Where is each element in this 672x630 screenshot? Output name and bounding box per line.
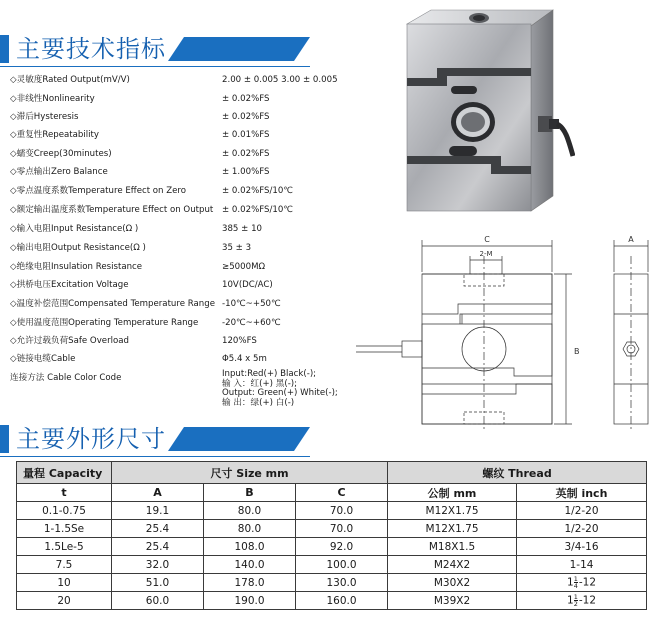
header-tab-decoration <box>168 427 310 451</box>
cell-a: 19.1 <box>112 502 204 520</box>
cell-inch <box>517 592 647 610</box>
spec-value: ± 0.01%FS <box>222 130 270 140</box>
spec-label: ◇链接电缆Cable <box>10 354 76 364</box>
dimension-table <box>16 461 647 610</box>
cell-c: 160.0 <box>296 592 388 610</box>
cell-inch <box>517 574 647 592</box>
cell-metric: M12X1.75 <box>388 502 517 520</box>
cell-c: 130.0 <box>296 574 388 592</box>
cell-inch: 1-14 <box>517 556 647 574</box>
table-row <box>17 556 647 574</box>
spec-label: ◇输入电阻Input Resistance(Ω ) <box>10 224 139 234</box>
cell-b: 80.0 <box>204 520 296 538</box>
spec-value: Φ5.4 x 5m <box>222 354 267 364</box>
cell-b: 80.0 <box>204 502 296 520</box>
cell-t: 10 <box>17 574 112 592</box>
cell-c: 92.0 <box>296 538 388 556</box>
spec-label: ◇重复性Repeatability <box>10 130 99 140</box>
cell-t: 1.5Le-5 <box>17 538 112 556</box>
dimension-table-body <box>17 502 647 610</box>
dim-a-label: A <box>628 235 634 244</box>
spec-value: 120%FS <box>222 336 257 346</box>
dim-b-label: B <box>574 347 580 356</box>
table-row <box>17 574 647 592</box>
col-inch-header: 英制 inch <box>517 484 647 502</box>
cell-b: 178.0 <box>204 574 296 592</box>
cell-inch: 1/2-20 <box>517 520 647 538</box>
fraction-numerator: 1 <box>573 575 578 583</box>
spec-value: ± 0.02%FS <box>222 94 270 104</box>
inch-whole: 1 <box>567 594 574 607</box>
cell-c: 70.0 <box>296 502 388 520</box>
spec-value: ± 0.02%FS/10℃ <box>222 186 293 196</box>
header-accent-bar <box>0 425 9 453</box>
tech-spec-title: 主要技术指标 <box>16 35 166 63</box>
cell-a: 25.4 <box>112 520 204 538</box>
cell-c: 100.0 <box>296 556 388 574</box>
col-metric-header: 公制 mm <box>388 484 517 502</box>
spec-value: 385 ± 10 <box>222 224 263 234</box>
header-tab-decoration <box>168 37 310 61</box>
cell-t: 0.1-0.75 <box>17 502 112 520</box>
spec-label: ◇输出电阻Output Resistance(Ω ) <box>10 243 146 253</box>
dimension-title: 主要外形尺寸 <box>16 425 166 453</box>
inch-whole: 1 <box>567 576 574 589</box>
col-b-header: B <box>204 484 296 502</box>
cell-metric: M39X2 <box>388 592 517 610</box>
spec-value: ± 0.02%FS <box>222 149 270 159</box>
cell-b: 140.0 <box>204 556 296 574</box>
spec-value: 35 ± 3 <box>222 243 252 253</box>
spec-value: ± 0.02%FS/10℃ <box>222 205 293 215</box>
spec-label: ◇允许过载负荷Safe Overload <box>10 336 129 346</box>
spec-value: -20℃~+60℃ <box>222 318 281 328</box>
dim-m-label: 2-M <box>479 250 493 258</box>
header-underline <box>0 456 310 457</box>
spec-label: ◇额定输出温度系数Temperature Effect on Output <box>10 205 214 215</box>
spec-label: ◇拱桥电压Excitation Voltage <box>10 280 129 290</box>
spec-label: ◇绝缘电阻Insulation Resistance <box>10 262 143 272</box>
cell-a: 25.4 <box>112 538 204 556</box>
spec-label: ◇滞后Hysteresis <box>10 112 79 122</box>
header-accent-bar <box>0 35 9 63</box>
fraction-denominator: 4 <box>573 582 578 590</box>
inch-rest: -12 <box>578 576 597 589</box>
fraction-denominator: 2 <box>573 600 578 608</box>
cell-c: 70.0 <box>296 520 388 538</box>
spec-value: 2.00 ± 0.005 3.00 ± 0.005 <box>222 75 338 85</box>
dimension-drawing <box>352 226 670 440</box>
cell-metric: M30X2 <box>388 574 517 592</box>
spec-label: ◇蠕变Creep(30minutes) <box>10 149 112 159</box>
capacity-header: 量程 Capacity <box>17 462 112 484</box>
load-cell-photo <box>403 6 575 218</box>
cell-t: 7.5 <box>17 556 112 574</box>
table-row <box>17 592 647 610</box>
cell-b: 190.0 <box>204 592 296 610</box>
cell-metric: M18X1.5 <box>388 538 517 556</box>
cell-a: 60.0 <box>112 592 204 610</box>
header-underline <box>0 66 310 67</box>
table-row <box>17 502 647 520</box>
cell-metric: M24X2 <box>388 556 517 574</box>
spec-label: ◇灵敏度Rated Output(mV/V) <box>10 75 130 85</box>
spec-value: ≥5000MΩ <box>222 262 266 272</box>
spec-label: ◇温度补偿范围Compensated Temperature Range <box>10 299 215 309</box>
cell-inch: 3/4-16 <box>517 538 647 556</box>
cell-inch: 1/2-20 <box>517 502 647 520</box>
dimension-header <box>0 421 330 457</box>
col-a-header: A <box>112 484 204 502</box>
size-header: 尺寸 Size mm <box>112 462 388 484</box>
table-row <box>17 520 647 538</box>
spec-value: 10V(DC/AC) <box>222 280 273 290</box>
table-header-row <box>17 462 647 484</box>
thread-header: 螺纹 Thread <box>388 462 647 484</box>
dim-c-label: C <box>484 235 490 244</box>
col-t-header: t <box>17 484 112 502</box>
spec-label: ◇非线性Nonlinearity <box>10 94 95 104</box>
spec-label: ◇使用温度范围Operating Temperature Range <box>10 318 199 328</box>
inch-rest: -12 <box>578 594 597 607</box>
spec-value: Input:Red(+) Black(-); 输 入：红(+) 黑(-); Output: Green(+) White(-); 输 出：绿(+) 白(-) <box>222 369 338 408</box>
spec-label: 连接方法 Cable Color Code <box>10 373 122 383</box>
spec-label: ◇零点温度系数Temperature Effect on Zero <box>10 186 187 196</box>
table-subheader-row <box>17 484 647 502</box>
inch-fraction <box>574 576 578 589</box>
spec-value: ± 0.02%FS <box>222 112 270 122</box>
inch-fraction <box>574 594 578 607</box>
table-row <box>17 538 647 556</box>
cell-metric: M12X1.75 <box>388 520 517 538</box>
cell-a: 51.0 <box>112 574 204 592</box>
spec-label: ◇零点输出Zero Balance <box>10 167 108 177</box>
cell-t: 20 <box>17 592 112 610</box>
tech-spec-header <box>0 31 330 67</box>
col-c-header: C <box>296 484 388 502</box>
cell-b: 108.0 <box>204 538 296 556</box>
spec-value: -10℃~+50℃ <box>222 299 281 309</box>
fraction-numerator: 1 <box>573 593 578 601</box>
cell-a: 32.0 <box>112 556 204 574</box>
cell-t: 1-1.5Se <box>17 520 112 538</box>
spec-value: ± 1.00%FS <box>222 167 270 177</box>
